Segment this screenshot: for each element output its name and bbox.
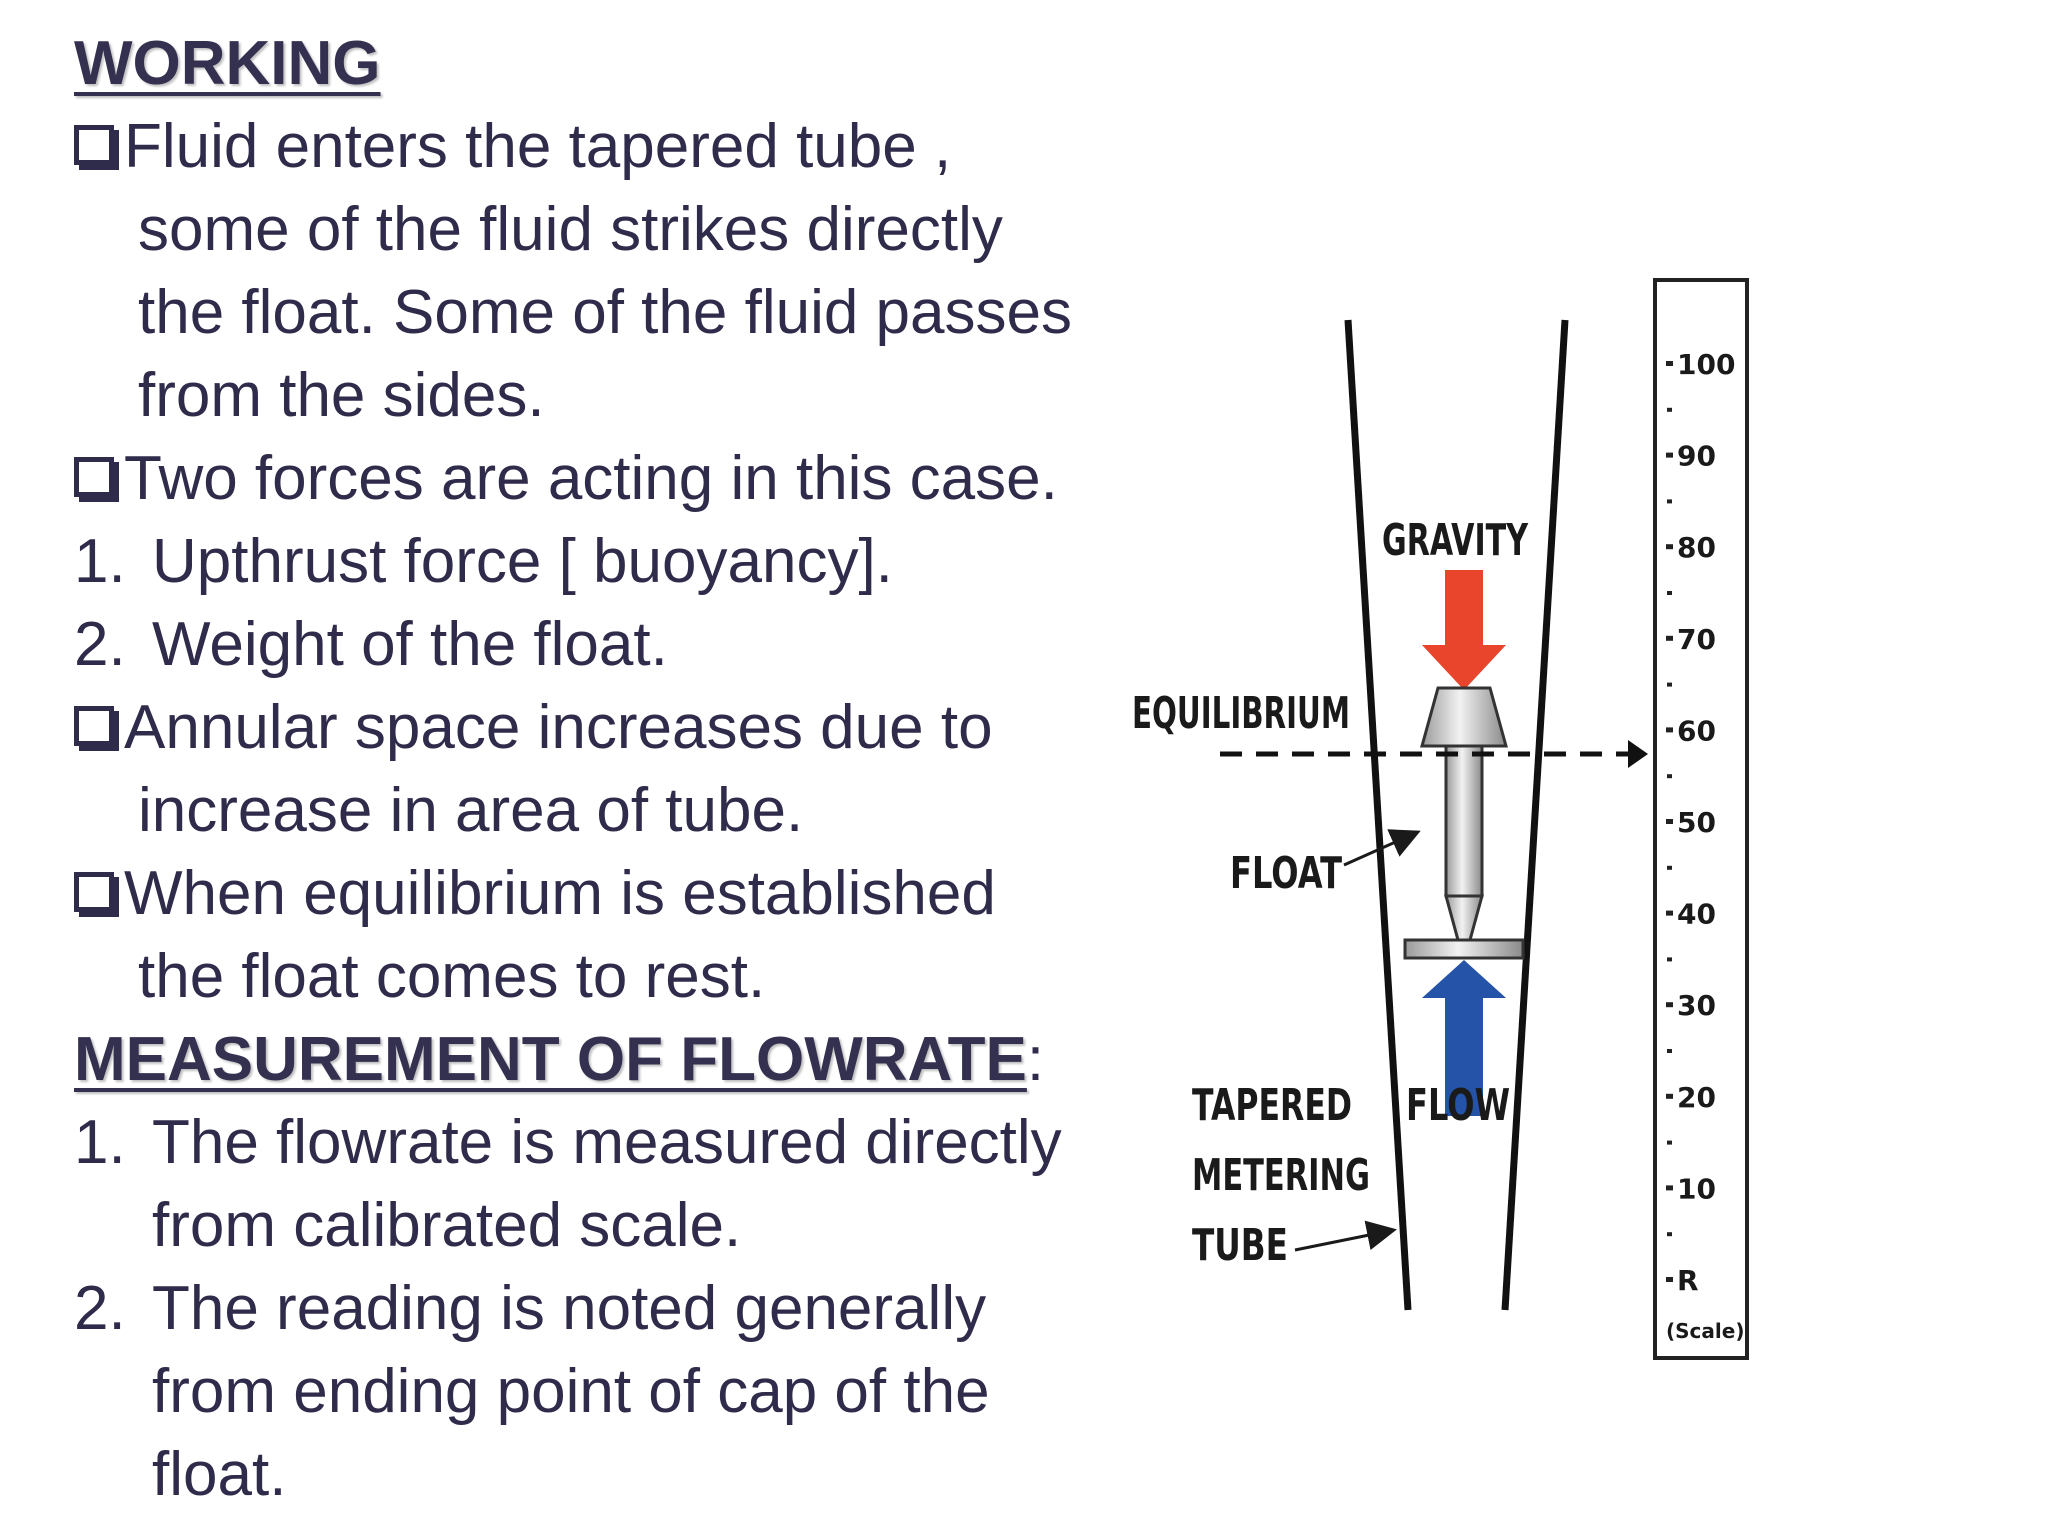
list-text: Weight of the float.: [152, 610, 668, 679]
tube-right-wall: [1505, 320, 1565, 1310]
scale-tick-mark: [1666, 819, 1673, 824]
gravity-arrow-icon: [1422, 570, 1506, 690]
measurement-heading-row: [74, 1018, 1114, 1101]
list-number: 2.: [74, 1274, 126, 1343]
scale-minor-tick: [1667, 1141, 1672, 1145]
scale-tick-label: 30: [1677, 989, 1716, 1023]
equilibrium-label: EQUILIBRIUM: [1132, 688, 1350, 739]
checkbox-bullet-icon: [74, 872, 114, 912]
scale-minor-tick: [1667, 774, 1672, 778]
scale-minor-tick: [1667, 683, 1672, 687]
bullet-continuation: the float. Some of the fluid passes: [138, 278, 1072, 347]
scale-caption: (Scale): [1666, 1319, 1745, 1343]
tube-label: TUBE: [1192, 1220, 1288, 1271]
force-item-2: [74, 603, 1114, 686]
scale-tick-label: 100: [1677, 348, 1736, 381]
bullet-continuation: from the sides.: [138, 361, 545, 430]
gravity-label: GRAVITY: [1382, 515, 1529, 566]
bullet-annular-space: [74, 686, 1114, 769]
scale-tick-label: 60: [1677, 714, 1716, 748]
checkbox-bullet-icon: [74, 706, 114, 746]
scale-tick-label: R: [1677, 1264, 1699, 1297]
heading-colon: :: [1026, 1025, 1045, 1094]
scale-tick-label: 80: [1677, 531, 1716, 565]
scale-tick-mark: [1666, 1002, 1673, 1007]
bullet-text: Two forces are acting in this case.: [124, 444, 1058, 513]
working-heading: WORKING: [74, 29, 381, 98]
scale-tick-mark: [1666, 727, 1673, 732]
text-column: [74, 22, 1114, 1516]
metering-label: METERING: [1192, 1150, 1370, 1201]
checkbox-bullet-icon: [74, 457, 114, 497]
measurement-item-2: [74, 1267, 1114, 1350]
rotameter-svg: [1100, 240, 1820, 1460]
scale-tick-mark: [1666, 544, 1673, 549]
measurement-item-1: [74, 1101, 1114, 1184]
list-number: 2.: [74, 610, 126, 679]
scale-tick-mark: [1666, 1185, 1673, 1190]
list-continuation: float.: [152, 1440, 287, 1509]
list-continuation: from ending point of cap of the: [152, 1357, 990, 1426]
equilibrium-arrowhead-icon: [1628, 740, 1648, 768]
scale-tick-label: 10: [1677, 1172, 1716, 1206]
scale-minor-tick: [1667, 408, 1672, 412]
scale-minor-tick: [1667, 1232, 1672, 1236]
scale-tick-mark: [1666, 911, 1673, 916]
bullet-continuation: the float comes to rest.: [138, 942, 766, 1011]
scale-tick-mark: [1666, 636, 1673, 641]
tube-pointer-line: [1295, 1230, 1394, 1250]
tapered-label: TAPERED: [1192, 1080, 1352, 1131]
bullet-text: Annular space increases due to: [124, 693, 993, 762]
float-icon: [1405, 688, 1523, 958]
list-text: The reading is noted generally: [152, 1274, 987, 1343]
bullet-equilibrium: [74, 852, 1114, 935]
measurement-heading: MEASUREMENT OF FLOWRATE: [74, 1025, 1027, 1094]
scale-tick-label: 50: [1677, 806, 1716, 839]
list-continuation: from calibrated scale.: [152, 1191, 742, 1260]
list-number: 1.: [74, 527, 126, 596]
scale-tick-mark: [1666, 361, 1673, 366]
scale-minor-tick: [1667, 957, 1672, 961]
scale-minor-tick: [1667, 1049, 1672, 1053]
scale-minor-tick: [1667, 591, 1672, 595]
list-number: 1.: [74, 1108, 126, 1177]
rotameter-diagram: [1100, 240, 1820, 1460]
bullet-continuation: some of the fluid strikes directly: [138, 195, 1003, 264]
bullet-continuation: increase in area of tube.: [138, 776, 804, 845]
scale-tick-mark: [1666, 453, 1673, 458]
scale-tick-label: 40: [1677, 897, 1716, 931]
list-text: Upthrust force [ buoyancy].: [152, 527, 893, 596]
bullet-text: When equilibrium is established: [124, 859, 996, 928]
scale-minor-tick: [1667, 866, 1672, 870]
scale-tick-mark: [1666, 1277, 1673, 1282]
scale-tick-label: 70: [1677, 622, 1716, 656]
scale-tick-label: 90: [1677, 439, 1716, 473]
scale-minor-tick: [1667, 499, 1672, 503]
force-item-1: [74, 520, 1114, 603]
scale-tick-label: 20: [1677, 1080, 1716, 1114]
bullet-text: Fluid enters the tapered tube ,: [124, 112, 952, 181]
flow-label: FLOW: [1406, 1080, 1510, 1131]
bullet-fluid-enters: [74, 105, 1114, 188]
float-label: FLOAT: [1230, 848, 1342, 899]
checkbox-bullet-icon: [74, 125, 114, 165]
list-text: The flowrate is measured directly: [152, 1108, 1062, 1177]
bullet-two-forces: [74, 437, 1114, 520]
scale-tick-mark: [1666, 1094, 1673, 1099]
